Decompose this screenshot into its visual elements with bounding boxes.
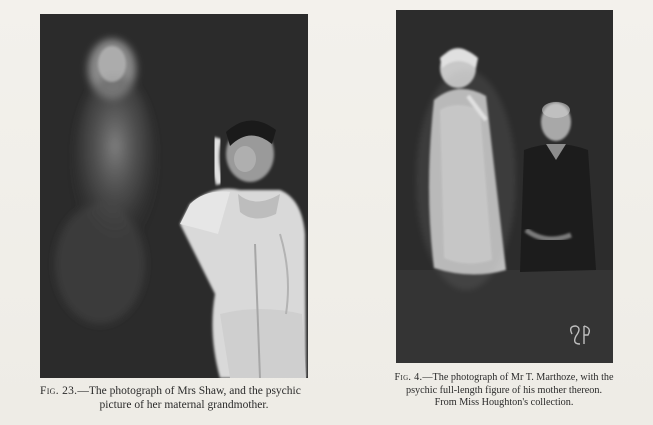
photograph-mrs-shaw [40, 14, 308, 378]
caption-text: psychic full-length figure of his mother thereon. [405, 384, 603, 396]
figure-caption-left [40, 384, 340, 412]
caption-text: —The photograph of Mrs Shaw, and the psychic [77, 385, 301, 397]
figure-number: Fig. 23. [40, 385, 78, 397]
caption-text: picture of her maternal grandmother. [99, 399, 269, 411]
figure-caption-right [364, 372, 644, 410]
caption-text: From Miss Houghton's collection. [434, 397, 574, 409]
figure-number: Fig. 4. [394, 372, 423, 383]
caption-text: —The photograph of Mr T. Marthoze, with the [422, 372, 614, 383]
photograph-mr-marthoze [396, 10, 613, 363]
